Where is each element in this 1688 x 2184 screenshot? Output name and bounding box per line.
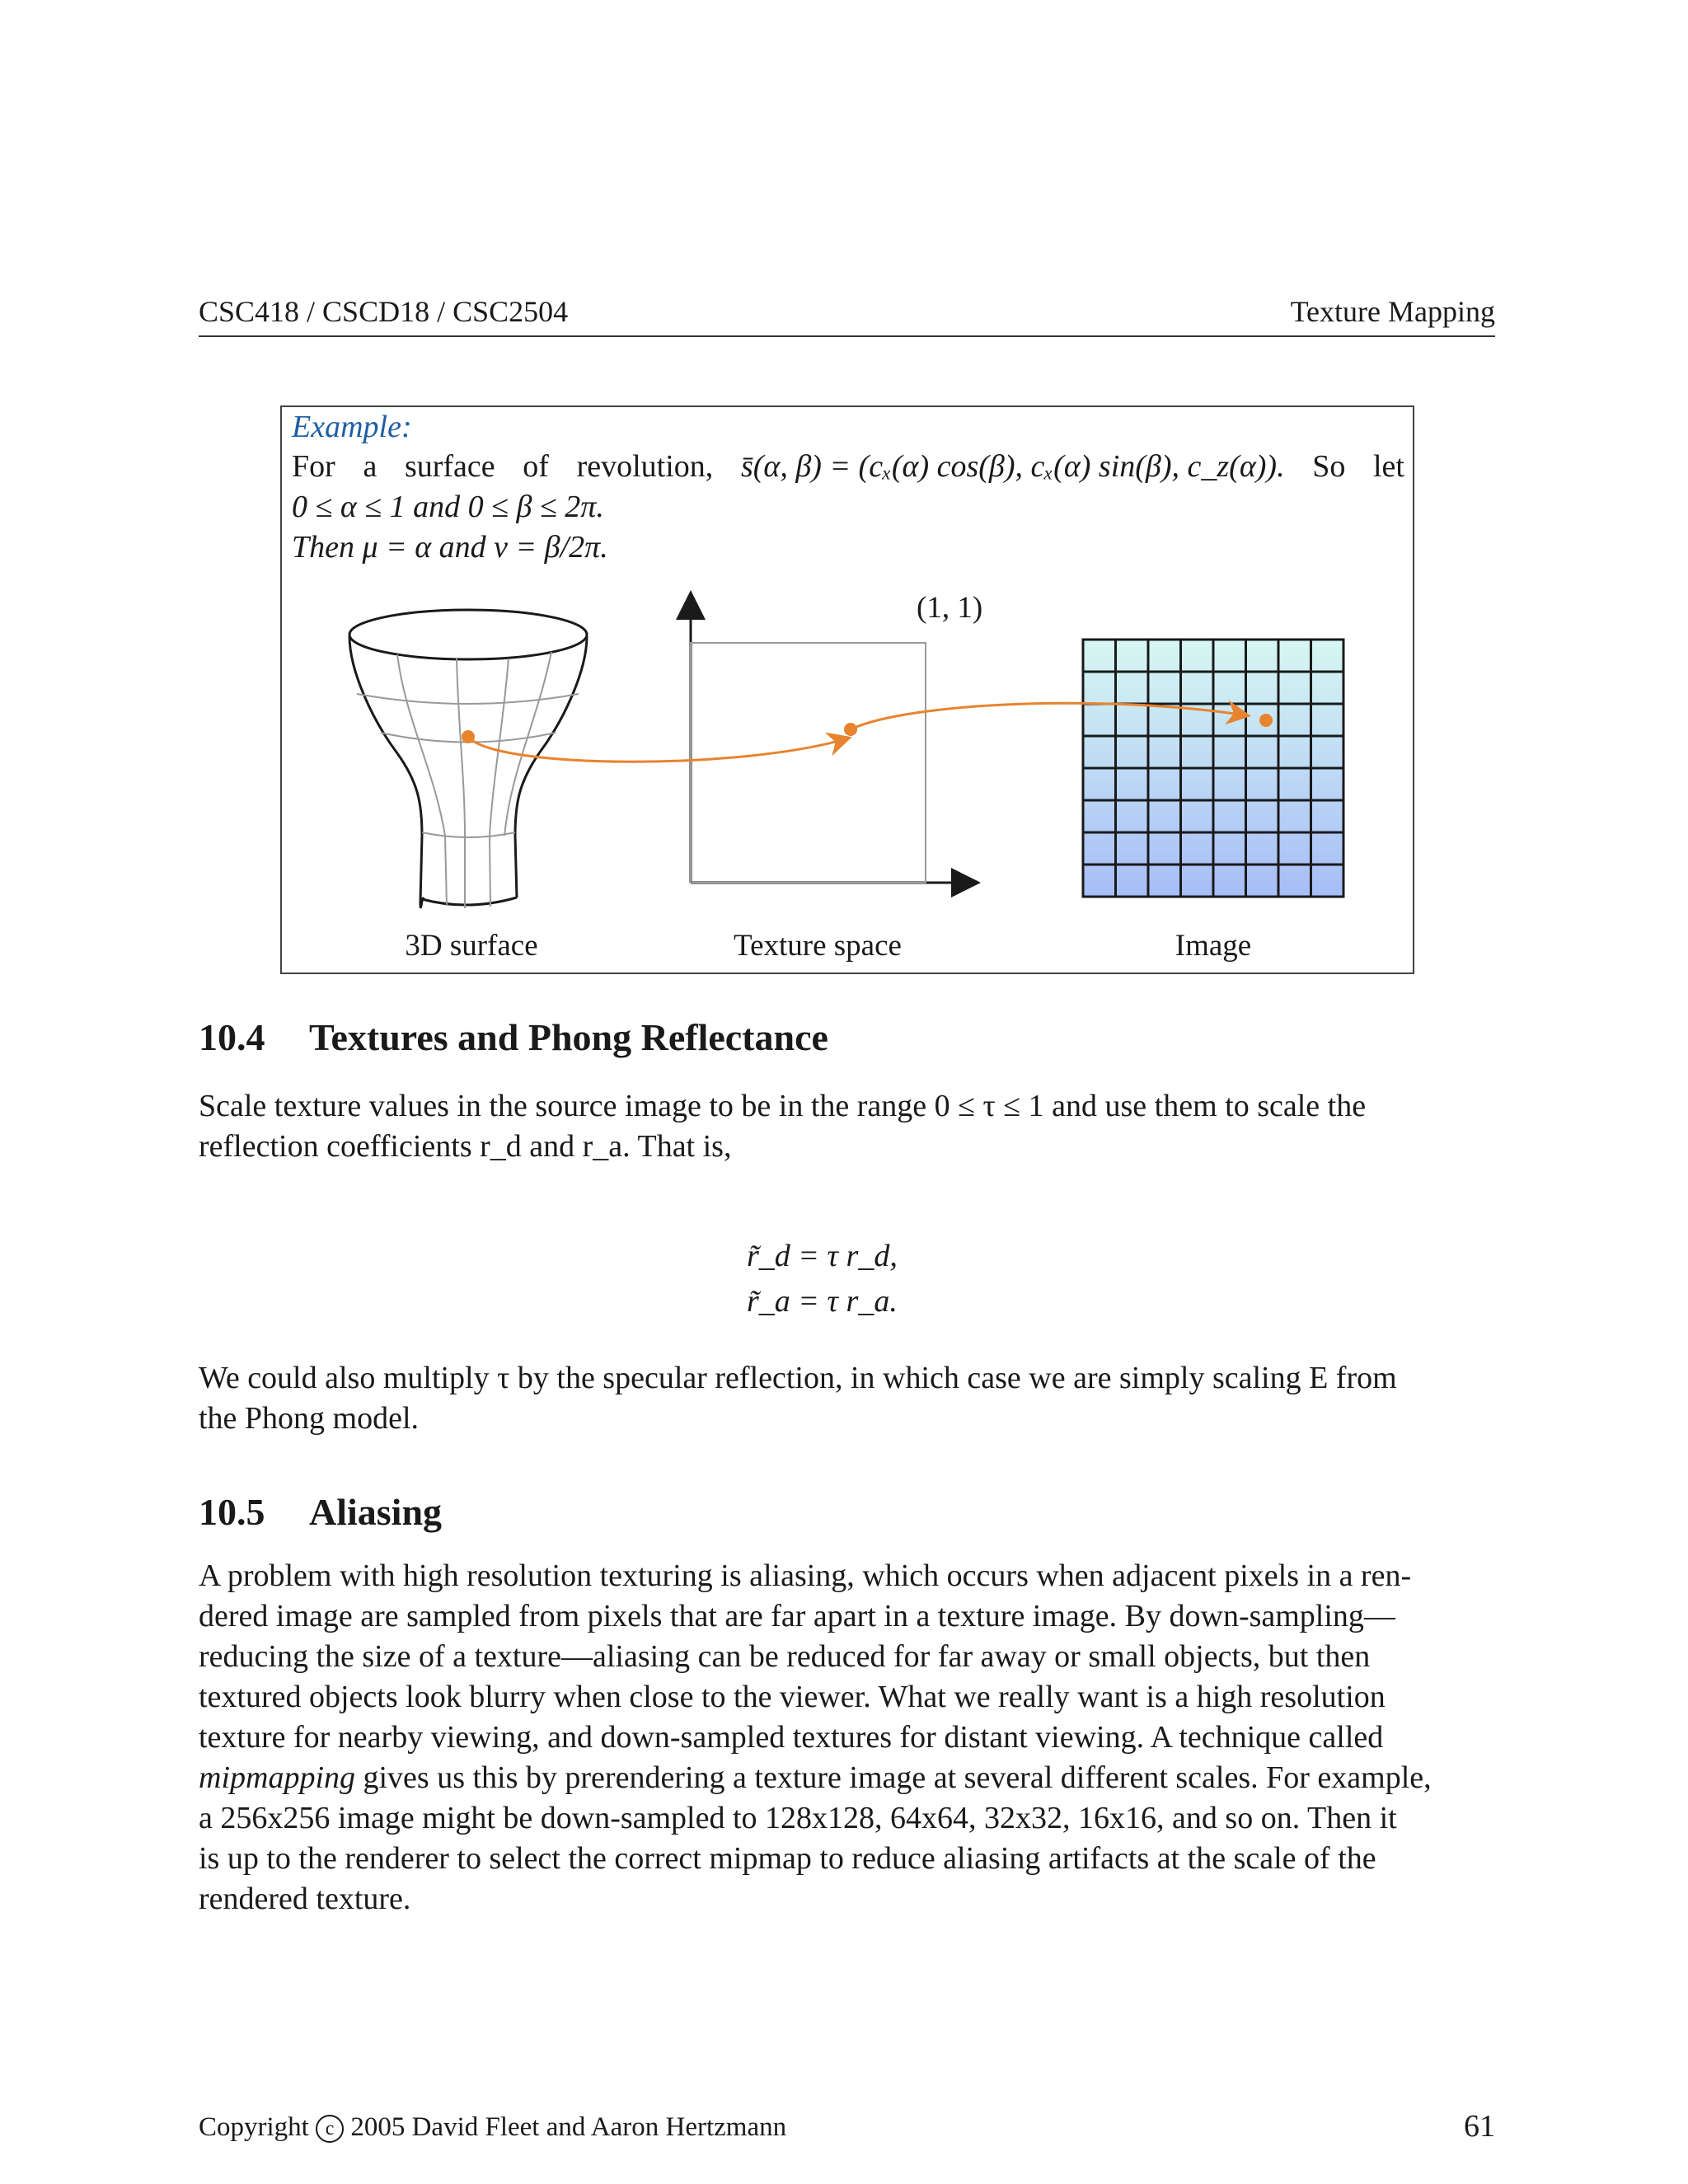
word: revolution, xyxy=(576,449,714,484)
example-title: Example: xyxy=(292,410,412,444)
image-point xyxy=(1259,714,1273,727)
section-title: Textures and Phong Reflectance xyxy=(309,1016,828,1058)
paragraph-line: A problem with high resolution texturing is aliasing, which occurs when adjacent pixels in a ren- xyxy=(199,1558,1412,1593)
paragraph-line: a 256x256 image might be down-sampled to 128x128, 64x64, 32x32, 16x16, and so on. Then it xyxy=(199,1801,1397,1835)
equation-rd: r̃_d = τ r_d, xyxy=(747,1239,898,1273)
example-box xyxy=(280,405,1414,974)
surface-right-profile xyxy=(515,636,587,898)
word: surface xyxy=(404,449,495,484)
paragraph-line: textured objects look blurry when close to the viewer. What we really want is a high resolution xyxy=(199,1680,1386,1714)
paragraph-line: Scale texture values in the source image to be in the range 0 ≤ τ ≤ 1 and use them to scale the xyxy=(199,1089,1367,1123)
mapping-arrow-surface-to-texture xyxy=(468,737,847,762)
paragraph-phong-1 xyxy=(199,1086,1495,1167)
copyright-prefix: Copyright xyxy=(199,2112,309,2142)
surface-meridian xyxy=(457,658,465,908)
surface-bottom-arc xyxy=(422,898,517,905)
page-number: 61 xyxy=(1464,2109,1495,2144)
example-line-2: 0 ≤ α ≤ 1 and 0 ≤ β ≤ 2π. xyxy=(292,490,604,524)
section-heading-10-4 xyxy=(199,1015,828,1059)
paragraph-line: texture for nearby viewing, and down-sampled textures for distant viewing. A technique called xyxy=(199,1720,1384,1755)
copyright-symbol: c xyxy=(316,2115,344,2143)
label-3d-surface: 3D surface xyxy=(405,929,538,963)
surface-left-profile xyxy=(349,636,424,907)
equation-ra: r̃_a = τ r_a. xyxy=(747,1284,898,1319)
paragraph-phong-2 xyxy=(199,1358,1495,1439)
paragraph-line: reducing the size of a texture—aliasing can be reduced for far away or small objects, but then xyxy=(199,1639,1371,1674)
paragraph-line: dered image are sampled from pixels that are far apart in a texture image. By down-sampling— xyxy=(199,1599,1395,1633)
texture-mapping-figure xyxy=(282,407,1413,972)
paragraph-line-mipmapping xyxy=(199,1758,1495,1798)
surface-meridian xyxy=(490,658,509,907)
paragraph-line: reflection coefficients r_d and r_a. That is, xyxy=(199,1129,732,1164)
image-grid xyxy=(1083,640,1343,897)
copyright-notice xyxy=(199,2112,786,2143)
word: a xyxy=(363,449,377,484)
paragraph-line-rest: gives us this by prerendering a texture image at several different scales. For example, xyxy=(363,1760,1432,1795)
corner-label: (1, 1) xyxy=(917,591,983,625)
surface-equation: s̄(α, β) = (cₓ(α) cos(β), cₓ(α) sin(β), c_z(α)). xyxy=(740,449,1285,484)
emphasis-mipmapping: mipmapping xyxy=(199,1760,355,1795)
section-heading-10-5 xyxy=(199,1490,442,1534)
section-number: 10.5 xyxy=(199,1491,265,1533)
chapter-title: Texture Mapping xyxy=(1290,295,1495,328)
course-codes: CSC418 / CSCD18 / CSC2504 xyxy=(199,295,569,328)
label-image: Image xyxy=(1175,929,1252,963)
paragraph-line: We could also multiply τ by the specular reflection, in which case we are simply scaling E from xyxy=(199,1361,1397,1395)
paragraph-line: is up to the renderer to select the correct mipmap to reduce aliasing artifacts at the scale of the xyxy=(199,1841,1376,1876)
word: let xyxy=(1373,449,1404,484)
surface-parallel xyxy=(357,694,579,704)
example-line-3: Then μ = α and ν = β/2π. xyxy=(292,530,608,565)
surface-parallel xyxy=(422,832,515,837)
section-title: Aliasing xyxy=(309,1491,443,1533)
paragraph-line: rendered texture. xyxy=(199,1882,411,1916)
running-header xyxy=(199,294,1495,337)
word: For xyxy=(292,449,335,484)
paragraph-aliasing xyxy=(199,1556,1495,1919)
paragraph-line: the Phong model. xyxy=(199,1401,420,1436)
texture-unit-square xyxy=(691,643,926,883)
word: of xyxy=(523,449,549,484)
copyright-text: 2005 David Fleet and Aaron Hertzmann xyxy=(350,2112,787,2142)
label-texture-space: Texture space xyxy=(734,929,902,963)
section-number: 10.4 xyxy=(199,1016,265,1058)
word: So xyxy=(1312,449,1346,484)
